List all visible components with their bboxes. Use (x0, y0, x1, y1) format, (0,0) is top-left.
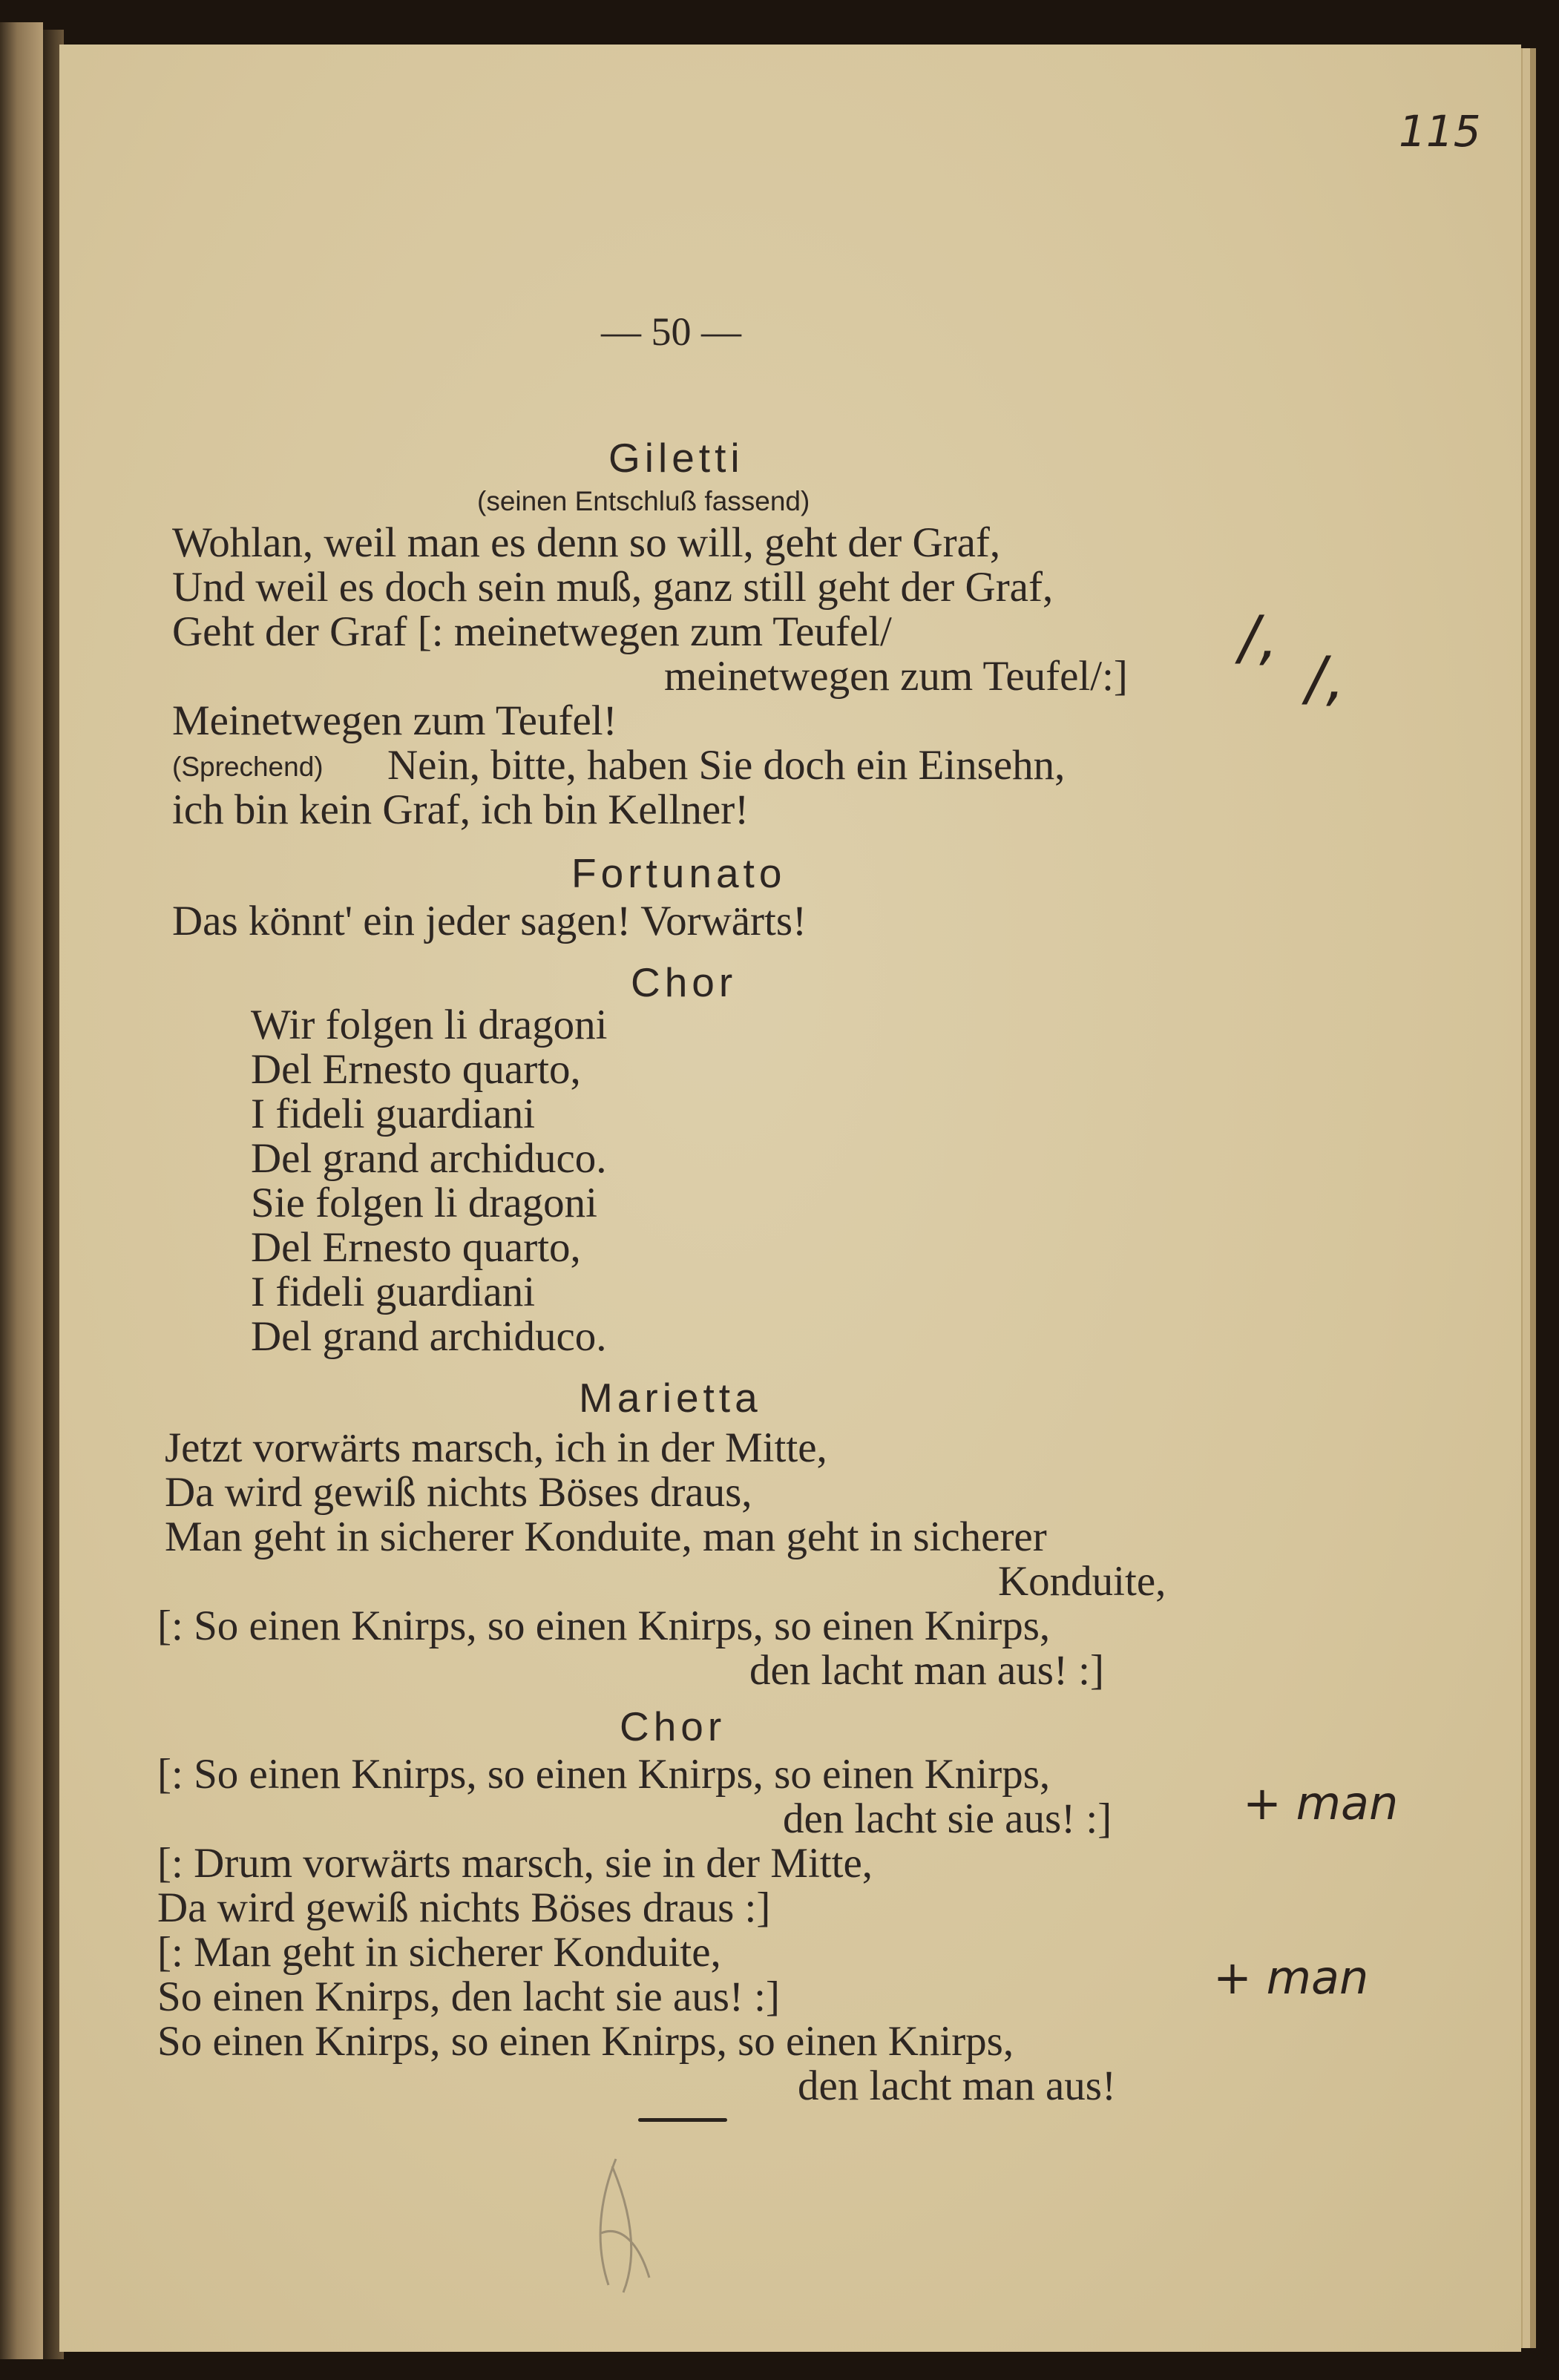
facing-page-edge (0, 22, 43, 2359)
verse-line: [: So einen Knirps, so einen Knirps, so einen Knirps, (157, 1751, 1051, 1798)
verse-line: Del Ernesto quarto, (251, 1224, 581, 1271)
verse-line: den lacht man aus! (798, 2062, 1116, 2109)
speaker-giletti: Giletti (608, 435, 744, 481)
page-edge-stack (1530, 48, 1536, 2348)
verse-line: Del Ernesto quarto, (251, 1046, 581, 1093)
pencil-signature-mark (579, 2151, 660, 2300)
verse-line: [: So einen Knirps, so einen Knirps, so einen Knirps, (157, 1602, 1051, 1649)
verse-line: Del grand archiduco. (251, 1135, 607, 1182)
verse-line: I fideli guardiani (251, 1091, 536, 1137)
verse-line: den lacht man aus! :] (749, 1647, 1104, 1694)
stage-direction: (Sprechend) (172, 752, 324, 782)
verse-line: Wir folgen li dragoni (251, 1002, 608, 1048)
verse-line: Sie folgen li dragoni (251, 1180, 597, 1226)
margin-mark: /, (1239, 603, 1279, 672)
speaker-chor: Chor (631, 959, 738, 1005)
margin-correction: + man (1243, 1776, 1399, 1830)
verse-line: Konduite, (998, 1558, 1166, 1605)
verse-line: Jetzt vorwärts marsch, ich in der Mitte, (165, 1424, 827, 1471)
verse-line: Meinetwegen zum Teufel! (172, 697, 617, 744)
verse-line: den lacht sie aus! :] (783, 1795, 1112, 1842)
stage-direction: (seinen Entschluß fassend) (477, 486, 810, 516)
folio-handwritten: 115 (1399, 106, 1481, 157)
speaker-fortunato: Fortunato (571, 850, 787, 896)
verse-line: meinetwegen zum Teufel/:] (664, 653, 1128, 700)
margin-correction: + man (1213, 1950, 1369, 2005)
verse-line: Das könnt' ein jeder sagen! Vorwärts! (172, 898, 807, 944)
margin-mark: /, (1306, 644, 1345, 713)
verse-line: So einen Knirps, so einen Knirps, so einen Knirps, (157, 2018, 1014, 2065)
speaker-marietta: Marietta (579, 1375, 762, 1421)
verse-line: Da wird gewiß nichts Böses draus :] (157, 1884, 771, 1931)
speaker-chor: Chor (620, 1703, 726, 1749)
book-page (59, 45, 1521, 2352)
page-number: — 50 — (601, 309, 741, 354)
page-edge-stack (1523, 48, 1530, 2348)
verse-line: [: Man geht in sicherer Konduite, (157, 1929, 721, 1976)
verse-line: Geht der Graf [: meinetwegen zum Teufel/ (172, 608, 892, 655)
spoken-line: ich bin kein Graf, ich bin Kellner! (172, 786, 749, 833)
verse-line: [: Drum vorwärts marsch, sie in der Mitte, (157, 1840, 873, 1887)
verse-line: Man geht in sicherer Konduite, man geht in sicherer (165, 1513, 1047, 1560)
verse-line: Und weil es doch sein muß, ganz still geht der Graf, (172, 564, 1054, 611)
verse-line: Del grand archiduco. (251, 1313, 607, 1360)
end-rule (638, 2118, 727, 2122)
verse-line: I fideli guardiani (251, 1269, 536, 1315)
verse-line: Da wird gewiß nichts Böses draus, (165, 1469, 752, 1516)
verse-line: Wohlan, weil man es denn so will, geht der Graf, (172, 519, 1001, 566)
spoken-line: Nein, bitte, haben Sie doch ein Einsehn, (387, 742, 1066, 789)
verse-line: So einen Knirps, den lacht sie aus! :] (157, 1973, 780, 2020)
